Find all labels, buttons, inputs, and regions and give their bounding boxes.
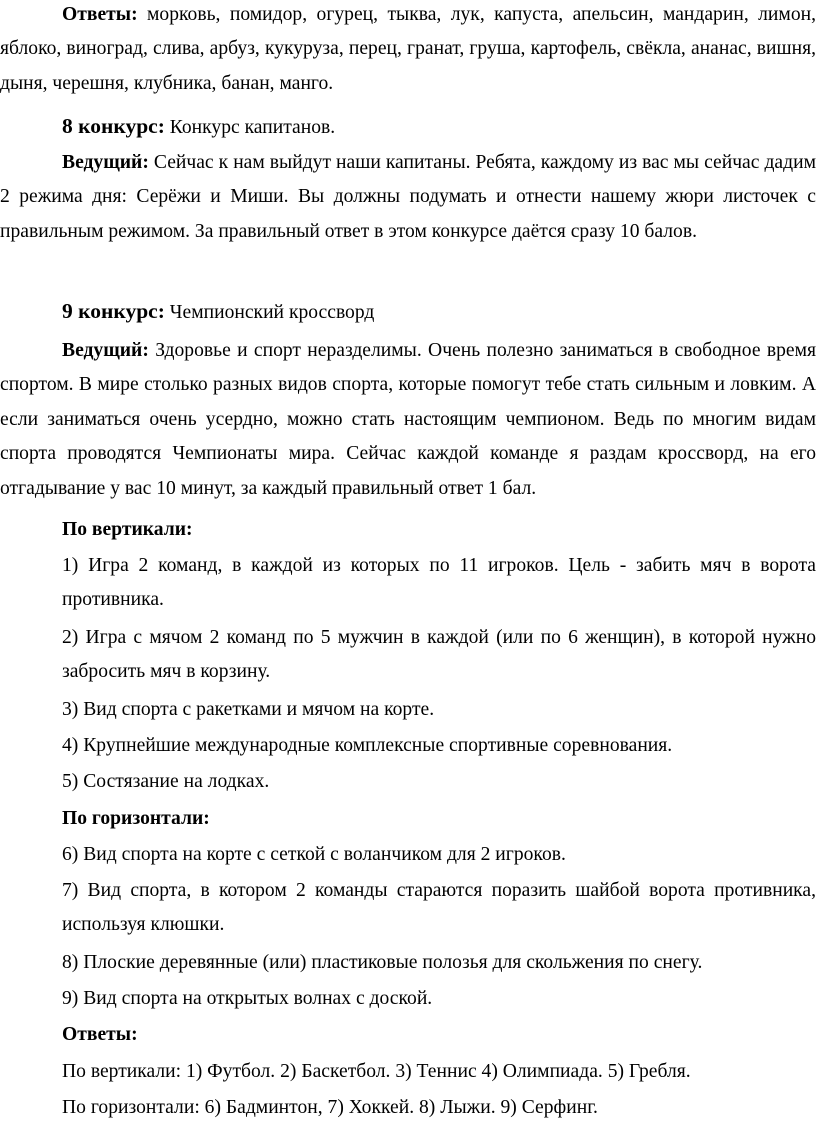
answers-heading: Ответы:	[62, 1024, 138, 1045]
horizontal-item-8: 8) Плоские деревянные (или) пластиковые полозья для скольжения по снегу.	[62, 952, 703, 973]
horizontal-item-6: 6) Вид спорта на корте с сеткой с воланчиком для 2 игроков.	[62, 844, 566, 865]
contest-9-title: Чемпионский кроссворд	[164, 302, 375, 323]
vertical-item-1: 1) Игра 2 команд, в каждой из которых по 11 игроков. Цель - забить мяч в ворота противника.	[62, 555, 816, 611]
contest-8-host-paragraph	[0, 146, 816, 249]
contest-8-host-text: Сейчас к нам выйдут наши капитаны. Ребята, каждому из вас мы сейчас дадим 2 режима дня: Серёжи и Миши. Вы должны подумать и отнести нашему жюри листочек с правильным режимом. За правильный ответ в этом конкурсе даётся сразу 10 балов.	[0, 152, 816, 242]
answers-horizontal: По горизонтали: 6) Бадминтон, 7) Хоккей. 8) Лыжи. 9) Серфинг.	[62, 1097, 598, 1118]
horizontal-item-9: 9) Вид спорта на открытых волнах с доской.	[62, 988, 433, 1009]
contest-9-host-text: Здоровье и спорт неразделимы. Очень полезно заниматься в свободное время спортом. В мире столько разных видов спорта, которые помогут тебе стать сильным и ловким. А если заниматься очень усердно, можно стать настоящим чемпионом. Ведь по многим видам спорта проводятся Чемпионаты мира. Сейчас каждой команде я раздам кроссворд, на его отгадывание у вас 10 минут, за каждый правильный ответ 1 бал.	[0, 340, 816, 499]
vertical-item-5: 5) Состязание на лодках.	[62, 771, 270, 792]
horizontal-heading: По горизонтали:	[62, 808, 210, 829]
contest-9-label: 9 конкурс:	[62, 299, 165, 323]
contest-9-host-label: Ведущий:	[62, 340, 149, 361]
answers-vertical: По вертикали: 1) Футбол. 2) Баскетбол. 3) Теннис 4) Олимпиада. 5) Гребля.	[62, 1061, 691, 1082]
vertical-item-2: 2) Игра с мячом 2 команд по 5 мужчин в каждой (или по 6 женщин), в которой нужно забросить мяч в корзину.	[62, 627, 816, 683]
answers-paragraph	[0, 0, 816, 101]
contest-8-label: 8 конкурс:	[62, 114, 165, 138]
vertical-item-4: 4) Крупнейшие международные комплексные спортивные соревнования.	[62, 735, 673, 756]
answers-label: Ответы:	[62, 4, 138, 25]
contest-8-title: Конкурс капитанов.	[164, 117, 336, 138]
contest-9-host-paragraph	[0, 334, 816, 506]
answers-text: морковь, помидор, огурец, тыква, лук, капуста, апельсин, мандарин, лимон, яблоко, виноград, слива, арбуз, кукуруза, перец, гранат, груша, картофель, свёкла, ананас, вишня, дыня, черешня, клубника, банан, манго.	[0, 4, 816, 94]
contest-8-host-label: Ведущий:	[62, 152, 149, 173]
horizontal-item-7: 7) Вид спорта, в котором 2 команды стараются поразить шайбой ворота противника, используя клюшки.	[62, 880, 816, 936]
vertical-heading: По вертикали:	[62, 519, 193, 540]
contest-8-heading	[0, 109, 816, 145]
vertical-item-3: 3) Вид спорта с ракетками и мячом на корте.	[62, 699, 435, 720]
contest-9-heading	[0, 294, 816, 330]
